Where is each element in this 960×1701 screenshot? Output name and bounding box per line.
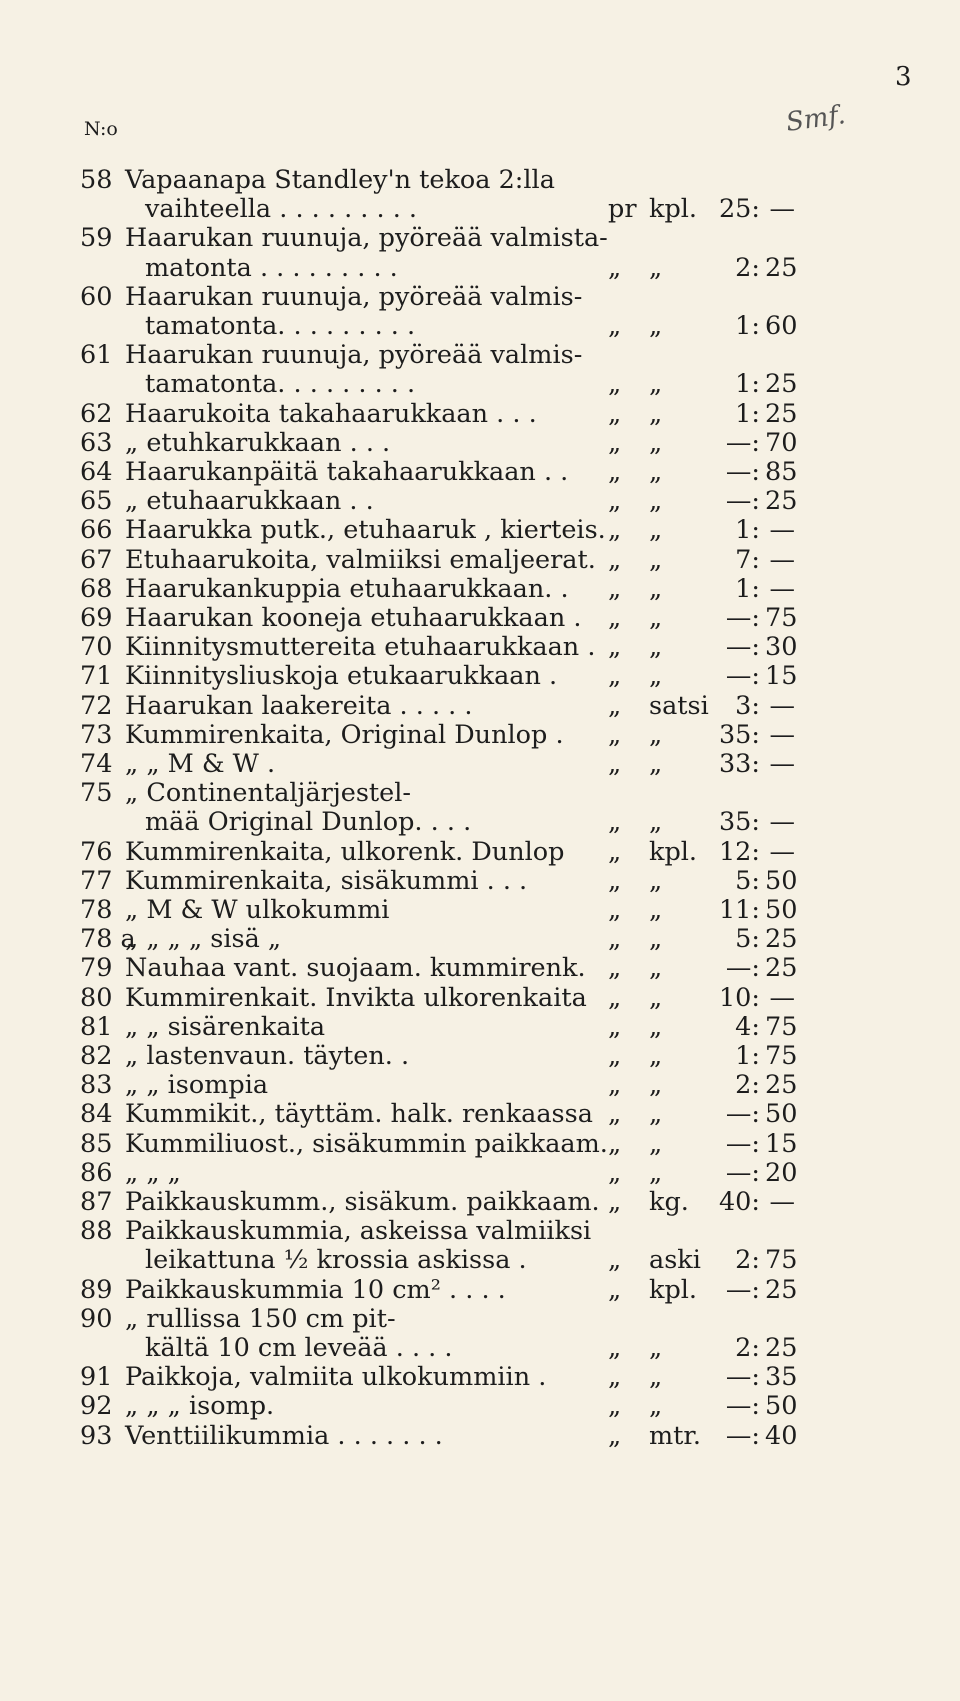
item-price-pennies: 25 bbox=[765, 924, 798, 955]
item-price-marks: 1: bbox=[735, 398, 760, 429]
item-unit: „ bbox=[608, 982, 622, 1013]
item-price-marks: —: bbox=[725, 632, 760, 663]
item-price-marks: 33: bbox=[718, 749, 760, 779]
list-item bbox=[0, 399, 960, 429]
page-number: 3 bbox=[895, 62, 912, 92]
item-number: 83 bbox=[80, 1070, 113, 1101]
item-unit: „ bbox=[608, 1070, 622, 1101]
item-unit: „ bbox=[608, 719, 622, 750]
item-price-pennies: 75 bbox=[765, 1245, 798, 1276]
list-item-continuation bbox=[0, 1245, 960, 1275]
item-unit: „ bbox=[608, 486, 622, 517]
item-price-marks: —: bbox=[725, 661, 760, 692]
item-description: Kummirenkaita, Original Dunlop . bbox=[125, 719, 564, 750]
list-item bbox=[0, 1158, 960, 1188]
item-quantity-unit: „ bbox=[649, 544, 663, 575]
item-price-marks: 3: bbox=[735, 690, 760, 721]
item-unit: „ bbox=[608, 427, 622, 458]
item-price-pennies: — bbox=[769, 690, 795, 721]
number-column-header: N:o bbox=[84, 118, 118, 140]
item-price-pennies: — bbox=[769, 573, 795, 604]
item-number: 70 bbox=[80, 632, 113, 663]
item-description: Etuhaarukoita, valmiiksi emaljeerat. bbox=[125, 544, 596, 575]
item-description: Haarukan laakereita . . . . . bbox=[125, 690, 473, 721]
item-number: 80 bbox=[80, 982, 113, 1013]
item-price-marks: —: bbox=[725, 603, 760, 633]
list-item bbox=[0, 603, 960, 633]
item-price-marks: —: bbox=[725, 1099, 760, 1130]
list-item bbox=[0, 574, 960, 604]
item-price-pennies: 70 bbox=[765, 427, 798, 458]
list-item bbox=[0, 457, 960, 487]
item-description: „ „ M & W . bbox=[125, 749, 276, 779]
item-number: 91 bbox=[80, 1362, 113, 1393]
item-number: 65 bbox=[80, 486, 113, 517]
item-quantity-unit: kpl. bbox=[649, 836, 698, 867]
item-number: 59 bbox=[80, 223, 113, 254]
item-quantity-unit: „ bbox=[649, 982, 663, 1013]
item-quantity-unit: „ bbox=[649, 661, 663, 692]
item-description: Haarukka putk., etuhaaruk , kierteis. bbox=[125, 515, 606, 546]
item-price-pennies: 20 bbox=[765, 1157, 798, 1188]
item-price-pennies: 15 bbox=[765, 1128, 798, 1159]
item-unit: „ bbox=[608, 632, 622, 663]
item-quantity-unit: „ bbox=[649, 1391, 663, 1422]
item-price-marks: 25: bbox=[718, 194, 760, 225]
item-price-pennies: — bbox=[769, 719, 795, 750]
item-number: 89 bbox=[80, 1274, 113, 1305]
list-item bbox=[0, 428, 960, 458]
item-price-pennies: — bbox=[769, 194, 795, 225]
item-number: 79 bbox=[80, 953, 113, 984]
list-item-continuation bbox=[0, 194, 960, 224]
list-item-continuation bbox=[0, 1333, 960, 1363]
list-item bbox=[0, 515, 960, 545]
item-description: Haarukan ruunuja, pyöreää valmis- bbox=[125, 340, 583, 371]
item-unit: „ bbox=[608, 1420, 622, 1451]
item-description: Kummirenkaita, ulkorenk. Dunlop bbox=[125, 836, 565, 867]
list-item bbox=[0, 340, 960, 370]
item-quantity-unit: „ bbox=[649, 398, 663, 429]
item-price-pennies: 50 bbox=[765, 1099, 798, 1130]
list-item bbox=[0, 223, 960, 253]
item-description: Kummirenkaita, sisäkummi . . . bbox=[125, 865, 528, 896]
item-description-continuation: tamatonta. . . . . . . . . bbox=[145, 369, 416, 400]
item-price-pennies: 25 bbox=[765, 1070, 798, 1101]
item-quantity-unit: „ bbox=[649, 1362, 663, 1393]
item-description: „ lastenvaun. täyten. . bbox=[125, 1041, 410, 1071]
list-item bbox=[0, 1012, 960, 1042]
item-unit: „ bbox=[608, 369, 622, 400]
item-unit: „ bbox=[608, 573, 622, 604]
item-quantity-unit: „ bbox=[649, 749, 663, 779]
item-quantity-unit: „ bbox=[649, 632, 663, 663]
list-item bbox=[0, 778, 960, 808]
item-price-marks: 10: bbox=[718, 982, 760, 1013]
item-number: 66 bbox=[80, 515, 113, 546]
item-unit: „ bbox=[608, 895, 622, 925]
item-price-pennies: 50 bbox=[765, 895, 798, 925]
item-price-pennies: 15 bbox=[765, 661, 798, 692]
item-price-pennies: — bbox=[769, 807, 795, 838]
list-item bbox=[0, 1275, 960, 1305]
item-description: Haarukan kooneja etuhaarukkaan . bbox=[125, 603, 582, 633]
item-unit: „ bbox=[608, 544, 622, 575]
list-item bbox=[0, 1129, 960, 1159]
list-item bbox=[0, 1216, 960, 1246]
item-unit: „ bbox=[608, 865, 622, 896]
item-quantity-unit: „ bbox=[649, 1099, 663, 1130]
item-number: 73 bbox=[80, 719, 113, 750]
item-description: Haarukoita takahaarukkaan . . . bbox=[125, 398, 537, 429]
list-item-continuation bbox=[0, 807, 960, 837]
item-quantity-unit: „ bbox=[649, 895, 663, 925]
item-price-marks: 2: bbox=[735, 252, 760, 283]
item-description: „ etuhaarukkaan . . bbox=[125, 486, 374, 517]
item-unit: „ bbox=[608, 836, 622, 867]
item-unit: „ bbox=[608, 398, 622, 429]
item-price-marks: 2: bbox=[735, 1333, 760, 1363]
item-number: 63 bbox=[80, 427, 113, 458]
item-unit: „ bbox=[608, 1041, 622, 1071]
item-price-marks: 5: bbox=[735, 865, 760, 896]
item-description: Nauhaa vant. suojaam. kummirenk. bbox=[125, 953, 586, 984]
item-quantity-unit: „ bbox=[649, 1041, 663, 1071]
item-unit: „ bbox=[608, 807, 622, 838]
item-price-marks: 35: bbox=[718, 719, 760, 750]
item-number: 71 bbox=[80, 661, 113, 692]
item-price-marks: 35: bbox=[718, 807, 760, 838]
item-price-marks: —: bbox=[725, 1157, 760, 1188]
item-number: 90 bbox=[80, 1303, 113, 1334]
item-description: Paikkauskumm., sisäkum. paikkaam. bbox=[125, 1187, 600, 1217]
item-price-pennies: 25 bbox=[765, 953, 798, 984]
item-price-marks: 1: bbox=[735, 573, 760, 604]
item-description: Kummiliuost., sisäkummin paikkaam. bbox=[125, 1128, 608, 1159]
list-item bbox=[0, 1391, 960, 1421]
item-price-marks: —: bbox=[725, 457, 760, 487]
item-price-marks: —: bbox=[725, 427, 760, 458]
item-quantity-unit: „ bbox=[649, 1128, 663, 1159]
item-unit: pr bbox=[608, 194, 637, 225]
item-number: 92 bbox=[80, 1391, 113, 1422]
item-description: „ „ „ isomp. bbox=[125, 1391, 275, 1422]
item-unit: „ bbox=[608, 311, 622, 341]
item-number: 86 bbox=[80, 1157, 113, 1188]
item-unit: „ bbox=[608, 1362, 622, 1393]
item-price-marks: 1: bbox=[735, 1041, 760, 1071]
item-price-pennies: 60 bbox=[765, 311, 798, 341]
item-number: 58 bbox=[80, 165, 113, 195]
item-quantity-unit: „ bbox=[649, 311, 663, 341]
item-unit: „ bbox=[608, 1274, 622, 1305]
item-price-marks: —: bbox=[725, 1128, 760, 1159]
item-number: 88 bbox=[80, 1216, 113, 1247]
item-description: „ „ „ „ sisä „ bbox=[125, 924, 282, 955]
item-price-pennies: 25 bbox=[765, 398, 798, 429]
list-item bbox=[0, 983, 960, 1013]
item-number: 78 a bbox=[80, 924, 136, 955]
item-price-marks: —: bbox=[725, 1362, 760, 1393]
item-number: 64 bbox=[80, 457, 113, 487]
item-description: Haarukanpäitä takahaarukkaan . . bbox=[125, 457, 569, 487]
item-price-marks: 4: bbox=[735, 1011, 760, 1042]
item-number: 78 bbox=[80, 895, 113, 925]
list-item bbox=[0, 1070, 960, 1100]
list-item bbox=[0, 486, 960, 516]
item-price-pennies: 25 bbox=[765, 369, 798, 400]
item-unit: „ bbox=[608, 1391, 622, 1422]
item-description-continuation: kältä 10 cm leveää . . . . bbox=[145, 1333, 453, 1363]
item-description: „ M & W ulkokummi bbox=[125, 895, 390, 925]
item-number: 84 bbox=[80, 1099, 113, 1130]
list-item bbox=[0, 661, 960, 691]
list-item bbox=[0, 1099, 960, 1129]
item-quantity-unit: „ bbox=[649, 486, 663, 517]
item-description: Paikkauskummia 10 cm² . . . . bbox=[125, 1274, 506, 1305]
item-quantity-unit: mtr. bbox=[649, 1420, 701, 1451]
item-price-marks: 11: bbox=[718, 895, 760, 925]
item-price-marks: —: bbox=[725, 1420, 760, 1451]
item-unit: „ bbox=[608, 1245, 622, 1276]
item-number: 75 bbox=[80, 778, 113, 809]
item-description: „ Continentaljärjestel- bbox=[125, 778, 412, 809]
item-price-pennies: 25 bbox=[765, 252, 798, 283]
item-price-pennies: 75 bbox=[765, 1011, 798, 1042]
item-price-marks: 40: bbox=[718, 1187, 760, 1217]
item-description: Kiinnitysliuskoja etukaarukkaan . bbox=[125, 661, 558, 692]
item-quantity-unit: „ bbox=[649, 515, 663, 546]
item-quantity-unit: „ bbox=[649, 865, 663, 896]
item-description: „ „ isompia bbox=[125, 1070, 269, 1101]
item-quantity-unit: satsi bbox=[649, 690, 709, 721]
item-price-marks: 5: bbox=[735, 924, 760, 955]
item-description: Venttiilikummia . . . . . . . bbox=[125, 1420, 443, 1451]
item-description: Kummirenkait. Invikta ulkorenkaita bbox=[125, 982, 587, 1013]
item-unit: „ bbox=[608, 252, 622, 283]
item-price-pennies: 25 bbox=[765, 486, 798, 517]
item-unit: „ bbox=[608, 1128, 622, 1159]
list-item bbox=[0, 632, 960, 662]
item-price-marks: 1: bbox=[735, 515, 760, 546]
item-number: 93 bbox=[80, 1420, 113, 1451]
item-unit: „ bbox=[608, 924, 622, 955]
item-price-pennies: 25 bbox=[765, 1274, 798, 1305]
item-number: 61 bbox=[80, 340, 113, 371]
item-price-pennies: 30 bbox=[765, 632, 798, 663]
item-number: 68 bbox=[80, 573, 113, 604]
item-quantity-unit: „ bbox=[649, 1333, 663, 1363]
item-unit: „ bbox=[608, 1011, 622, 1042]
item-quantity-unit: kpl. bbox=[649, 194, 698, 225]
item-price-pennies: — bbox=[769, 836, 795, 867]
item-number: 85 bbox=[80, 1128, 113, 1159]
item-description: Paikkauskummia, askeissa valmiiksi bbox=[125, 1216, 592, 1247]
item-unit: „ bbox=[608, 457, 622, 487]
item-number: 81 bbox=[80, 1011, 113, 1042]
item-description-continuation: matonta . . . . . . . . . bbox=[145, 252, 398, 283]
list-item-continuation bbox=[0, 253, 960, 283]
list-item bbox=[0, 1041, 960, 1071]
item-description: „ „ sisärenkaita bbox=[125, 1011, 326, 1042]
item-price-pennies: 85 bbox=[765, 457, 798, 487]
item-price-marks: 2: bbox=[735, 1070, 760, 1101]
item-price-pennies: 35 bbox=[765, 1362, 798, 1393]
list-item bbox=[0, 1187, 960, 1217]
item-price-pennies: — bbox=[769, 982, 795, 1013]
list-item bbox=[0, 545, 960, 575]
item-unit: „ bbox=[608, 749, 622, 779]
item-quantity-unit: aski bbox=[649, 1245, 701, 1276]
item-quantity-unit: „ bbox=[649, 603, 663, 633]
item-unit: „ bbox=[608, 690, 622, 721]
item-price-pennies: 25 bbox=[765, 1333, 798, 1363]
list-item-continuation bbox=[0, 311, 960, 341]
item-unit: „ bbox=[608, 661, 622, 692]
item-price-pennies: — bbox=[769, 749, 795, 779]
item-price-pennies: 40 bbox=[765, 1420, 798, 1451]
item-price-marks: —: bbox=[725, 1274, 760, 1305]
item-number: 87 bbox=[80, 1187, 113, 1217]
item-price-marks: 7: bbox=[735, 544, 760, 575]
item-price-pennies: — bbox=[769, 544, 795, 575]
item-quantity-unit: „ bbox=[649, 807, 663, 838]
list-item bbox=[0, 895, 960, 925]
item-quantity-unit: „ bbox=[649, 1157, 663, 1188]
item-quantity-unit: „ bbox=[649, 1011, 663, 1042]
item-description: „ „ „ bbox=[125, 1157, 181, 1188]
item-quantity-unit: „ bbox=[649, 427, 663, 458]
item-number: 74 bbox=[80, 749, 113, 779]
item-number: 76 bbox=[80, 836, 113, 867]
item-price-marks: 1: bbox=[735, 369, 760, 400]
item-description: Haarukan ruunuja, pyöreää valmis- bbox=[125, 281, 583, 312]
item-unit: „ bbox=[608, 1333, 622, 1363]
item-number: 67 bbox=[80, 544, 113, 575]
item-price-pennies: — bbox=[769, 515, 795, 546]
item-unit: „ bbox=[608, 1157, 622, 1188]
item-description-continuation: tamatonta. . . . . . . . . bbox=[145, 311, 416, 341]
item-description: Paikkoja, valmiita ulkokummiin . bbox=[125, 1362, 547, 1393]
item-description: Haarukankuppia etuhaarukkaan. . bbox=[125, 573, 569, 604]
item-number: 62 bbox=[80, 398, 113, 429]
item-unit: „ bbox=[608, 953, 622, 984]
list-item bbox=[0, 1362, 960, 1392]
item-quantity-unit: „ bbox=[649, 457, 663, 487]
item-number: 72 bbox=[80, 690, 113, 721]
list-item bbox=[0, 924, 960, 954]
item-description-continuation: mää Original Dunlop. . . . bbox=[145, 807, 472, 838]
item-quantity-unit: „ bbox=[649, 1070, 663, 1101]
item-price-marks: 1: bbox=[735, 311, 760, 341]
list-item bbox=[0, 691, 960, 721]
list-item bbox=[0, 282, 960, 312]
item-number: 82 bbox=[80, 1041, 113, 1071]
item-price-marks: 2: bbox=[735, 1245, 760, 1276]
list-item-continuation bbox=[0, 369, 960, 399]
list-item bbox=[0, 720, 960, 750]
item-price-pennies: 50 bbox=[765, 1391, 798, 1422]
item-quantity-unit: „ bbox=[649, 924, 663, 955]
item-description-continuation: leikattuna ½ krossia askissa . bbox=[145, 1245, 527, 1276]
item-quantity-unit: kpl. bbox=[649, 1274, 698, 1305]
item-price-pennies: 75 bbox=[765, 1041, 798, 1071]
item-quantity-unit: „ bbox=[649, 719, 663, 750]
item-price-marks: —: bbox=[725, 953, 760, 984]
item-number: 69 bbox=[80, 603, 113, 633]
item-description: „ rullissa 150 cm pit- bbox=[125, 1303, 396, 1334]
item-unit: „ bbox=[608, 1099, 622, 1130]
item-unit: „ bbox=[608, 515, 622, 546]
item-description: Kummikit., täyttäm. halk. renkaassa bbox=[125, 1099, 593, 1130]
item-description: Haarukan ruunuja, pyöreää valmista- bbox=[125, 223, 608, 254]
item-quantity-unit: kg. bbox=[649, 1187, 689, 1217]
item-quantity-unit: „ bbox=[649, 953, 663, 984]
item-price-marks: —: bbox=[725, 1391, 760, 1422]
item-unit: „ bbox=[608, 603, 622, 633]
list-item bbox=[0, 165, 960, 195]
price-column-header: Smf. bbox=[784, 100, 848, 138]
list-item bbox=[0, 837, 960, 867]
item-description: Kiinnitysmuttereita etuhaarukkaan . bbox=[125, 632, 596, 663]
item-quantity-unit: „ bbox=[649, 252, 663, 283]
item-number: 60 bbox=[80, 281, 113, 312]
item-quantity-unit: „ bbox=[649, 573, 663, 604]
item-quantity-unit: „ bbox=[649, 369, 663, 400]
list-item bbox=[0, 953, 960, 983]
list-item bbox=[0, 1304, 960, 1334]
item-unit: „ bbox=[608, 1187, 622, 1217]
list-item bbox=[0, 1421, 960, 1451]
item-price-pennies: 75 bbox=[765, 603, 798, 633]
item-description-continuation: vaihteella . . . . . . . . . bbox=[145, 194, 418, 225]
item-price-marks: —: bbox=[725, 486, 760, 517]
item-description: „ etuhkarukkaan . . . bbox=[125, 427, 391, 458]
item-number: 77 bbox=[80, 865, 113, 896]
list-item bbox=[0, 749, 960, 779]
list-item bbox=[0, 866, 960, 896]
item-price-marks: 12: bbox=[718, 836, 760, 867]
item-description: Vapaanapa Standley'n tekoa 2:lla bbox=[125, 165, 555, 195]
item-price-pennies: 50 bbox=[765, 865, 798, 896]
item-price-pennies: — bbox=[769, 1187, 795, 1217]
